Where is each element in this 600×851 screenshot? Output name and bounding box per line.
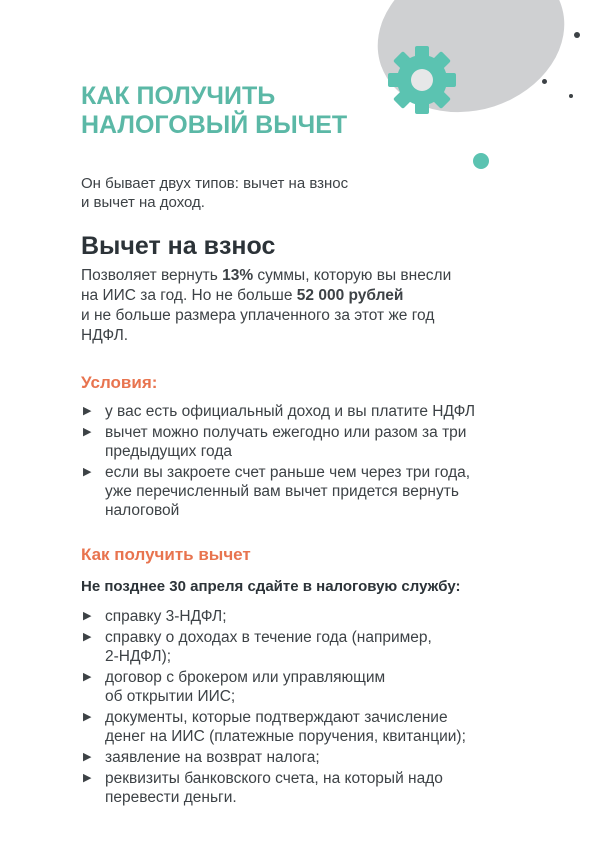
triangle-right-icon: ▶ — [83, 610, 92, 622]
triangle-right-icon: ▶ — [83, 426, 92, 438]
decorative-dot — [542, 79, 547, 84]
page-title: КАК ПОЛУЧИТЬ НАЛОГОВЫЙ ВЫЧЕТ — [81, 82, 348, 139]
list-item: ▶ справку о доходах в течение года (например, 2-НДФЛ); — [83, 629, 432, 665]
triangle-right-icon: ▶ — [83, 671, 92, 683]
deadline-text: Не позднее 30 апреля сдайте в налоговую службу: — [81, 578, 461, 595]
decorative-dot — [574, 32, 580, 38]
list-item: ▶ договор с брокером или управляющим об открытии ИИС; — [83, 669, 386, 705]
page-content — [81, 82, 541, 809]
list-item: ▶ если вы закроете счет раньше чем через три года, уже перечисленный вам вычет придется вернуть налоговой — [83, 464, 471, 519]
triangle-right-icon: ▶ — [83, 631, 92, 643]
triangle-right-icon: ▶ — [83, 772, 92, 784]
intro-text: Он бывает двух типов: вычет на взнос и вычет на доход. — [81, 175, 349, 211]
triangle-right-icon: ▶ — [83, 711, 92, 723]
section-description: Позволяет вернуть 13% суммы, которую вы внесли на ИИС за год. Но не больше 52 000 рублей и не больше размера уплаченного за этот же год НДФЛ. — [81, 267, 452, 344]
triangle-right-icon: ▶ — [83, 466, 92, 478]
list-item: ▶ документы, которые подтверждают зачисление денег на ИИС (платежные поручения, квитанции); — [83, 709, 466, 745]
section-title: Вычет на взнос — [81, 232, 276, 260]
conditions-heading: Условия: — [81, 373, 158, 392]
documents-list — [81, 607, 541, 807]
how-to-heading: Как получить вычет — [81, 545, 251, 564]
list-item: ▶ вычет можно получать ежегодно или разом за три предыдущих года — [83, 424, 467, 460]
conditions-list — [81, 402, 541, 520]
triangle-right-icon: ▶ — [83, 751, 92, 763]
triangle-right-icon: ▶ — [83, 405, 92, 417]
decorative-dot — [569, 94, 573, 98]
list-item: ▶ у вас есть официальный доход и вы платите НДФЛ — [83, 403, 476, 420]
list-item: ▶ реквизиты банковского счета, на который надо перевести деньги. — [83, 770, 443, 806]
list-item: ▶ заявление на возврат налога; — [83, 749, 320, 766]
list-item: ▶ справку 3-НДФЛ; — [83, 608, 227, 625]
